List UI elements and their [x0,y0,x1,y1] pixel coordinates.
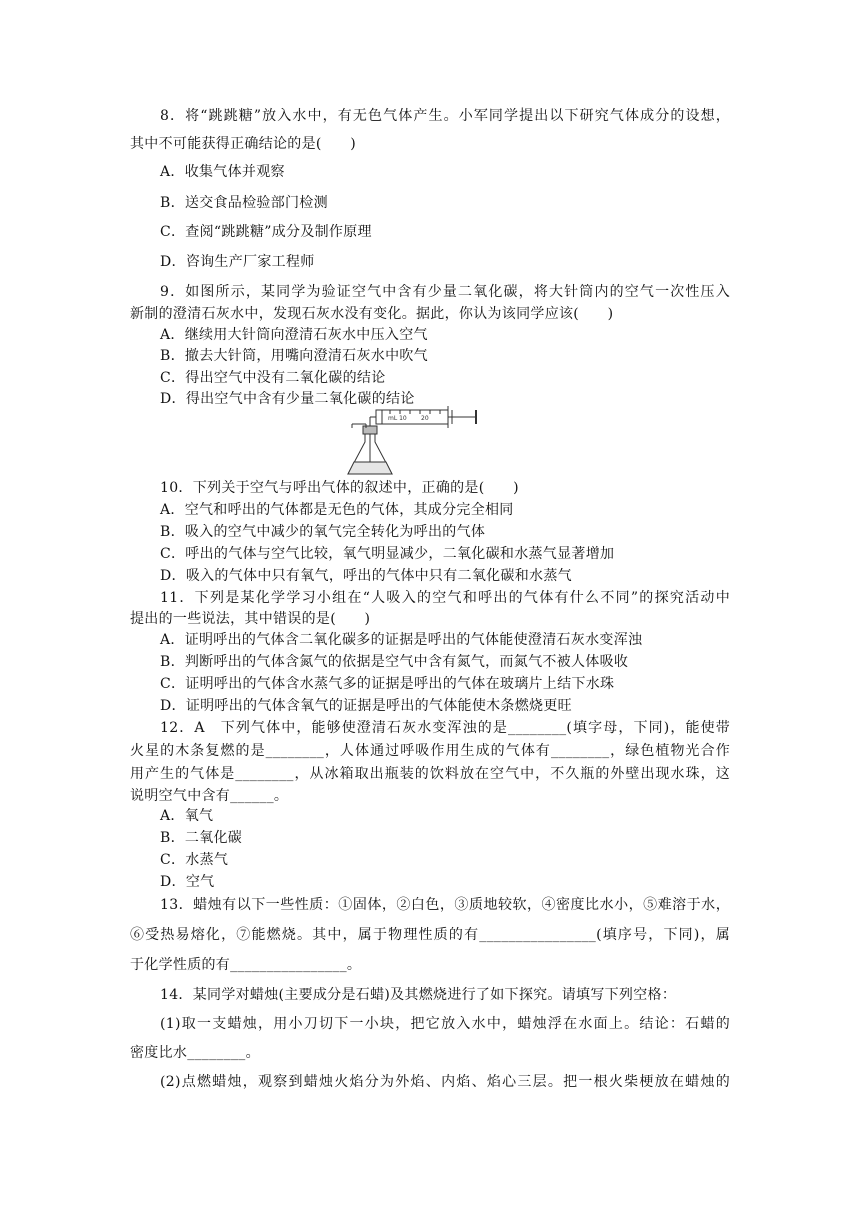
q13-line1: 13．蜡烛有以下一些性质：①固体，②白色，③质地较软，④密度比水小，⑤难溶于水， [160,897,730,913]
q9-option-c: C．得出空气中没有二氧化碳的结论 [160,370,386,386]
q11-stem-line1: 11．下列是某化学学习小组在“人吸入的空气和呼出的气体有什么不同”的探究活动中 [160,590,730,606]
q12-stem-line2: 火星的木条复燃的是________，人体通过呼吸作用生成的气体有________，绿色植物光合作 [130,743,730,759]
q8-stem-line1: 8．将“跳跳糖”放入水中，有无色气体产生。小军同学提出以下研究气体成分的设想， [160,108,730,124]
q11-option-a: A．证明呼出的气体含二氧化碳多的证据是呼出的气体能使澄清石灰水变浑浊 [160,632,643,648]
q9-option-d: D．得出空气中含有少量二氧化碳的结论 [160,391,415,407]
q9-stem-line2: 新制的澄清石灰水中，发现石灰水没有变化。据此，你认为该同学应该( ) [130,306,614,322]
q12-stem-line1: 12．A 下列气体中，能够使澄清石灰水变浑浊的是________(填字母，下同)，能使带 [160,720,730,736]
q14-line1: 14．某同学对蜡烛(主要成分是石蜡)及其燃烧进行了如下探究。请填写下列空格： [160,987,677,1003]
q10-stem: 10．下列关于空气与呼出气体的叙述中，正确的是( ) [160,480,519,496]
q8-option-c: C．查阅“跳跳糖”成分及制作原理 [160,224,372,240]
q14-line3: 密度比水________。 [130,1045,260,1061]
q9-option-b: B．撤去大针筒，用嘴向澄清石灰水中吹气 [160,348,428,364]
q12-stem-line4: 说明空气中含有______。 [130,788,289,804]
q10-option-b: B．吸入的空气中减少的氧气完全转化为呼出的气体 [160,524,486,540]
q14-line4: (2)点燃蜡烛，观察到蜡烛火焰分为外焰、内焰、焰心三层。把一根火柴梗放在蜡烛的 [160,1074,730,1090]
q10-option-a: A．空气和呼出的气体都是无色的气体，其成分完全相同 [160,502,514,518]
q11-option-c: C．证明呼出的气体含水蒸气多的证据是呼出的气体在玻璃片上结下水珠 [160,676,615,692]
q8-option-d: D．咨询生产厂家工程师 [160,254,315,270]
q13-line3: 于化学性质的有________________。 [130,957,362,973]
q8-stem-line2: 其中不可能获得正确结论的是( ) [130,136,357,152]
q11-option-d: D．证明呼出的气体含氧气的证据是呼出的气体能使木条燃烧更旺 [160,698,572,714]
syringe-flask-figure [330,386,490,478]
q14-line2: (1)取一支蜡烛，用小刀切下一小块，把它放入水中，蜡烛浮在水面上。结论：石蜡的 [160,1016,730,1032]
q12-stem-line3: 用产生的气体是________，从冰箱取出瓶装的饮料放在空气中，不久瓶的外壁出现水珠，这 [130,766,730,782]
q10-option-c: C．呼出的气体与空气比较，氧气明显减少，二氧化碳和水蒸气显著增加 [160,546,615,562]
q11-stem-line2: 提出的一些说法，其中错误的是( ) [130,611,371,627]
q12-option-c: C．水蒸气 [160,852,229,868]
q8-option-a: A．收集气体并观察 [160,164,285,180]
q12-option-d: D．空气 [160,874,215,890]
syringe-scale-label-ml10: mL 10 [388,415,407,422]
q11-option-b: B．判断呼出的气体含氮气的依据是空气中含有氮气，而氮气不被人体吸收 [160,654,629,670]
q8-option-b: B．送交食品检验部门检测 [160,195,328,211]
q10-option-d: D．吸入的气体中只有氧气，呼出的气体中只有二氧化碳和水蒸气 [160,568,572,584]
syringe-barrel [376,410,448,424]
limewater [348,462,392,474]
q9-option-a: A．继续用大针筒向澄清石灰水中压入空气 [160,327,428,343]
q9-stem-line1: 9．如图所示，某同学为验证空气中含有少量二氧化碳，将大针筒内的空气一次性压入 [160,284,730,300]
q12-option-b: B．二氧化碳 [160,830,243,846]
q12-option-a: A．氧气 [160,808,214,824]
syringe-scale-label-20: 20 [421,415,429,422]
q13-line2: ⑥受热易熔化，⑦能燃烧。其中，属于物理性质的有________________(填序号，下同)，属 [130,927,730,943]
